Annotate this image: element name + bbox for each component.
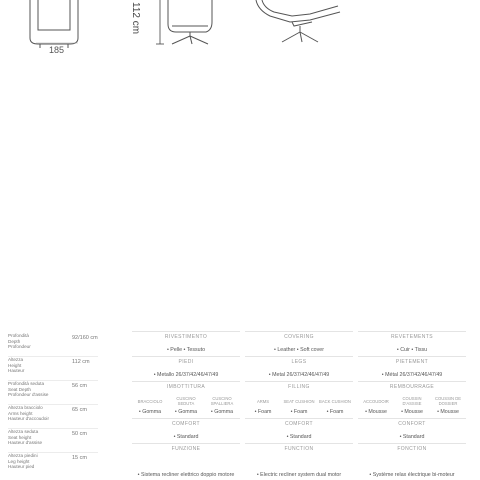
- filling-cell: BACK CUSHION • Foam: [319, 398, 351, 415]
- dimension-label: Altezza Height Hauteur: [8, 357, 25, 374]
- dimension-row-seat-depth: [8, 380, 98, 404]
- dimension-label: Profondità Depth Profondeur: [8, 333, 31, 350]
- legs-section-title: LEGS: [245, 356, 353, 369]
- dimension-row-height: [8, 356, 98, 380]
- covering-value: • Leather • Soft cover: [274, 347, 324, 353]
- dimension-value: 50 cm: [72, 431, 87, 437]
- legs-value: • Métal 26/37/42/46/47/49: [381, 372, 443, 378]
- side-view-drawing: [168, 0, 212, 44]
- filling-section-title: IMBOTTITURA: [132, 381, 240, 394]
- filling-section-title: FILLING: [245, 381, 353, 394]
- comfort-section-title: COMFORT: [132, 418, 240, 431]
- function-value: • Sistema recliner elettrico doppio motore: [137, 472, 235, 478]
- dimension-value: 92/160 cm: [72, 335, 98, 341]
- filling-cell: BRACCIOLO • Gomma: [137, 398, 163, 415]
- function-section-title: FONCTION: [358, 443, 466, 456]
- height-dimension-label: 112 cm: [130, 2, 141, 35]
- filling-cell: CUSCINO SEDUTA • Gomma: [174, 396, 198, 415]
- covering-section-title: RIVESTIMENTO: [132, 331, 240, 344]
- covering-section-title: COVERING: [245, 331, 353, 344]
- dimension-value: 112 cm: [72, 359, 90, 365]
- filling-cell: ARMS • Foam: [254, 398, 272, 415]
- filling-cell: ACCOUDOIR • Mousse: [363, 398, 389, 415]
- dimension-value: 56 cm: [72, 383, 87, 389]
- reclined-view-drawing: [256, 0, 340, 42]
- function-section-title: FUNCTION: [245, 443, 353, 456]
- filling-section-title: REMBOURRAGE: [358, 381, 466, 394]
- dimensions-table: [8, 333, 98, 476]
- filling-cells: [132, 394, 240, 418]
- legs-section-title: PIEDI: [132, 356, 240, 369]
- dimension-value: 15 cm: [72, 455, 87, 461]
- dimension-label: Altezza piedini Leg height Hauteur pied: [8, 453, 38, 470]
- dimension-label: Altezza bracciolo Arms height Hauteur d'accoudoir: [8, 405, 49, 422]
- function-value: • Electric recliner system dual motor: [256, 472, 342, 478]
- dimension-label: Altezza seduta Seat height Hauteur d'assise: [8, 429, 43, 446]
- comfort-value: • Standard: [286, 434, 312, 440]
- dimension-row-seat-height: [8, 428, 98, 452]
- legs-value: • Metallo 26/37/42/46/47/49: [153, 372, 219, 378]
- width-dimension-label: 185: [49, 45, 65, 55]
- function-value: • Système relax électrique bi-moteur: [369, 472, 455, 478]
- filling-cells: [358, 394, 466, 418]
- covering-section-title: REVETEMENTS: [358, 331, 466, 344]
- dimension-value: 65 cm: [72, 407, 87, 413]
- legs-value: • Metal 26/37/42/46/47/49: [268, 372, 330, 378]
- dimension-row-depth: [8, 333, 98, 356]
- covering-value: • Cuir • Tissu: [396, 347, 428, 353]
- armchair-technical-drawing: [0, 0, 480, 60]
- spec-column-italian: [132, 331, 240, 478]
- comfort-value: • Standard: [399, 434, 425, 440]
- comfort-section-title: CONFORT: [358, 418, 466, 431]
- filling-cell: CUSCINO SPALLIERA • Gomma: [210, 396, 234, 415]
- comfort-value: • Standard: [173, 434, 199, 440]
- covering-value: • Pelle • Tessuto: [166, 347, 206, 353]
- function-section-title: FUNZIONE: [132, 443, 240, 456]
- dimension-row-leg-height: [8, 452, 98, 476]
- filling-cell: SEAT CUSHION • Foam: [283, 398, 315, 415]
- spec-column-english: [245, 331, 353, 478]
- legs-section-title: PIETEMENT: [358, 356, 466, 369]
- spec-column-french: [358, 331, 466, 478]
- filling-cells: [245, 394, 353, 418]
- dimension-row-arms-height: [8, 404, 98, 428]
- dimension-label: Profondità seduta Seat Depth Profondeur d'assise: [8, 381, 49, 398]
- comfort-section-title: COMFORT: [245, 418, 353, 431]
- front-view-drawing: [30, 0, 78, 48]
- filling-cell: COUSSIN DE DOSSIER • Mousse: [434, 396, 462, 415]
- filling-cell: COUSSIN D'ASSISE • Mousse: [401, 396, 423, 415]
